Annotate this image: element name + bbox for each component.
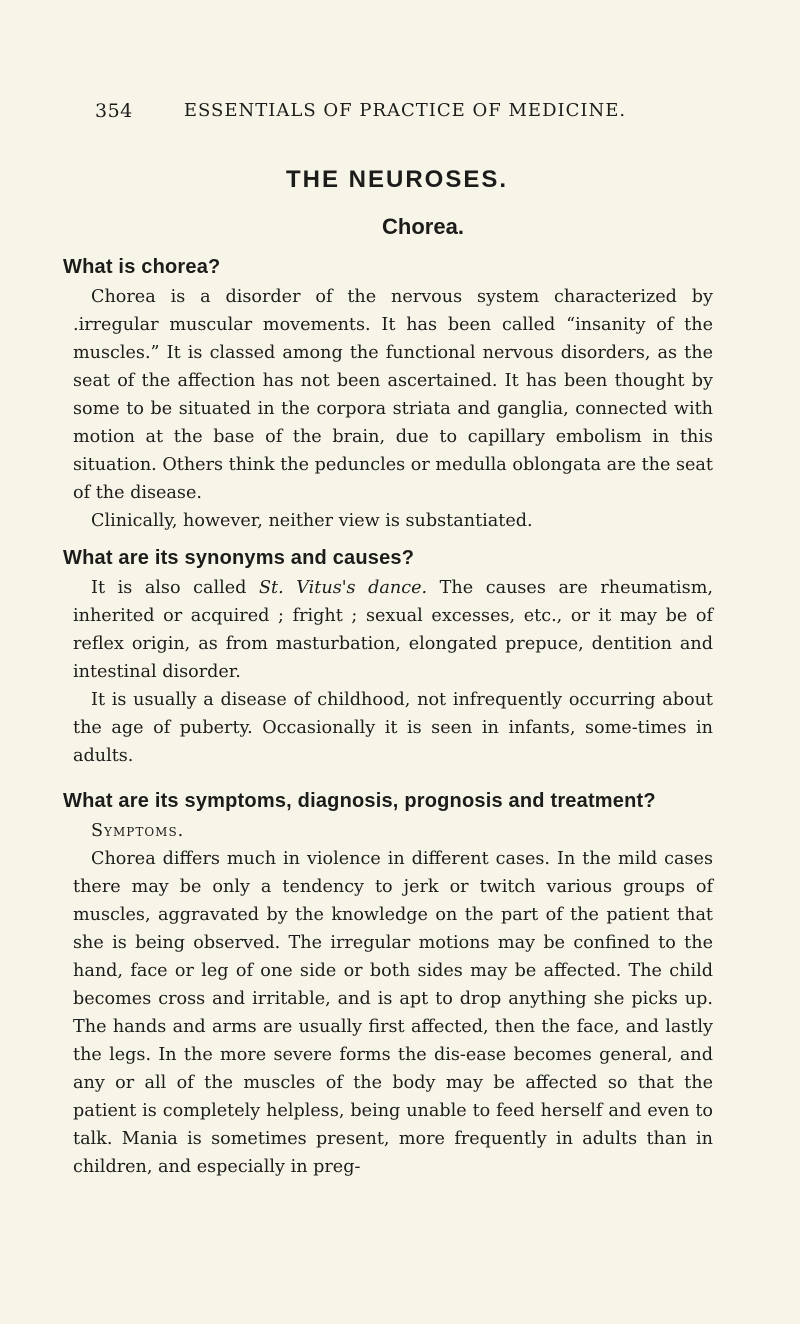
paragraph-causes: [73, 574, 713, 686]
paragraph-definition: Chorea is a disorder of the nervous system characterized by .irregular muscular movements. It has been called “insanity of the muscles.” It is classed among the functional nervous disorders, as the seat of the affection has not been ascertained. It has been thought by some to be situated in the corpora striata and ganglia, connected with motion at the base of the brain, due to capillary embolism in this situation. Others think the peduncles or medulla oblongata are the seat of the disease.: [73, 287, 713, 503]
paragraph-childhood: It is usually a disease of childhood, not infrequently occurring about the age of puberty. Occasionally it is seen in infants, some-times in adults.: [73, 690, 713, 766]
page-number: 354: [95, 100, 133, 122]
running-head: [95, 100, 635, 132]
question-synonyms-causes: What are its synonyms and causes?: [63, 547, 415, 569]
book-title: ESSENTIALS OF PRACTICE OF MEDICINE.: [183, 100, 627, 121]
question-symptoms-treatment: What are its symptoms, diagnosis, prognosis and treatment?: [63, 790, 656, 812]
causes-text-before: It is also called: [91, 578, 259, 598]
causes-text-after: The causes are rheumatism, inherited or acquired ; fright ; sexual excesses, etc., or it may be of reflex origin, as from masturbation, elongated prepuce, dentition and intestinal disorder.: [73, 578, 713, 682]
page-content: [63, 166, 713, 1181]
subsection-title: Chorea.: [382, 214, 464, 239]
paragraph-clinically: Clinically, however, neither view is substantiated.: [91, 511, 533, 531]
question-what-is-chorea: What is chorea?: [63, 256, 221, 278]
symptoms-subhead: Symptoms.: [91, 821, 185, 841]
paragraph-symptoms: Chorea differs much in violence in different cases. In the mild cases there may be only a tendency to jerk or twitch various groups of muscles, aggravated by the knowledge on the part of the patient that she is being observed. The irregular motions may be confined to the hand, face or leg of one side or both sides may be affected. The child becomes cross and irritable, and is apt to drop anything she picks up. The hands and arms are usually first affected, then the face, and lastly the legs. In the more severe forms the dis-ease becomes general, and any or all of the muscles of the body may be affected so that the patient is completely helpless, being unable to feed herself and even to talk. Mania is sometimes present, more frequently in adults than in children, and especially in preg-: [73, 849, 713, 1177]
st-vitus-dance: St. Vitus's dance.: [258, 578, 428, 598]
section-title: THE NEUROSES.: [285, 166, 509, 193]
